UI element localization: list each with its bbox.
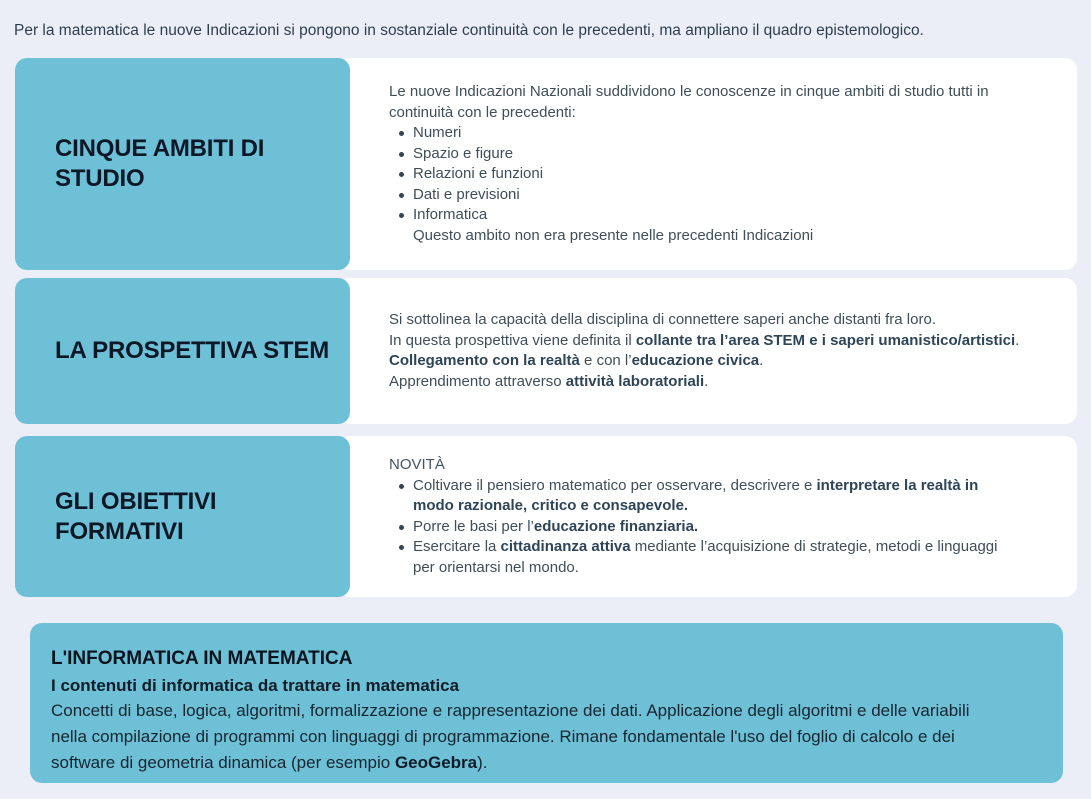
section-heading-panel <box>15 278 350 424</box>
list-item: Spazio e figure <box>389 144 1022 165</box>
section-informatica-in-matematica <box>30 623 1063 783</box>
section-heading-panel <box>15 436 350 597</box>
section-obiettivi-formativi <box>15 436 1077 597</box>
list-item: Informatica <box>389 205 1022 226</box>
footer-body: Concetti di base, logica, algoritmi, formalizzazione e rappresentazione dei dati. Applicazione degli algoritmi e delle variabili nella compilazione di programmi con linguaggi di programmazione. Rimane fondamentale l'uso del foglio di calcolo e dei software di geometria dinamica (per esempio GeoGebra). <box>51 701 970 772</box>
obiettivi-list <box>389 476 1022 579</box>
section-heading: LA PROSPETTIVA STEM <box>55 337 329 364</box>
list-item: Coltivare il pensiero matematico per osservare, descrivere e interpretare la realtà in modo razionale, critico e consapevole. <box>389 476 1022 517</box>
section-heading: CINQUE AMBITI DI STUDIO <box>55 135 265 192</box>
stem-line: In questa prospettiva viene definita il collante tra l’area STEM e i saperi umanistico/artistici. <box>389 331 1020 349</box>
section-intro-text: Le nuove Indicazioni Nazionali suddividono le conoscenze in cinque ambiti di studio tutti in continuità con le precedenti: <box>389 83 989 121</box>
list-item: Esercitare la cittadinanza attiva mediante l’acquisizione di strategie, metodi e linguaggi per orientarsi nel mondo. <box>389 537 1022 578</box>
ambiti-list <box>389 123 1022 226</box>
footer-subtitle: I contenuti di informatica da trattare in matematica <box>51 676 460 695</box>
content-area <box>0 58 1091 783</box>
intro-text: Per la matematica le nuove Indicazioni si pongono in sostanziale continuità con le precedenti, ma ampliano il quadro epistemologico. <box>14 22 924 39</box>
stem-line: Si sottolinea la capacità della disciplina di connettere saperi anche distanti fra loro. <box>389 311 936 328</box>
list-item: Numeri <box>389 123 1022 144</box>
section-content-panel <box>338 436 1077 597</box>
section-cinque-ambiti <box>15 58 1077 270</box>
list-item: Relazioni e funzioni <box>389 164 1022 185</box>
novita-label: NOVITÀ <box>389 456 445 473</box>
stem-line: Collegamento con la realtà e con l’educazione civica. <box>389 352 764 369</box>
section-prospettiva-stem <box>15 278 1077 424</box>
footer-title: L'INFORMATICA IN MATEMATICA <box>51 648 353 669</box>
section-heading: GLI OBIETTIVI FORMATIVI <box>55 487 217 545</box>
stem-line: Apprendimento attraverso attività laboratoriali. <box>389 372 709 390</box>
section-heading-panel <box>15 58 350 270</box>
section-content-panel <box>338 278 1077 424</box>
ambiti-note: Questo ambito non era presente nelle precedenti Indicazioni <box>413 226 814 244</box>
list-item: Dati e previsioni <box>389 185 1022 206</box>
section-content-panel <box>338 58 1077 270</box>
list-item: Porre le basi per l’educazione finanziaria. <box>389 517 1022 538</box>
